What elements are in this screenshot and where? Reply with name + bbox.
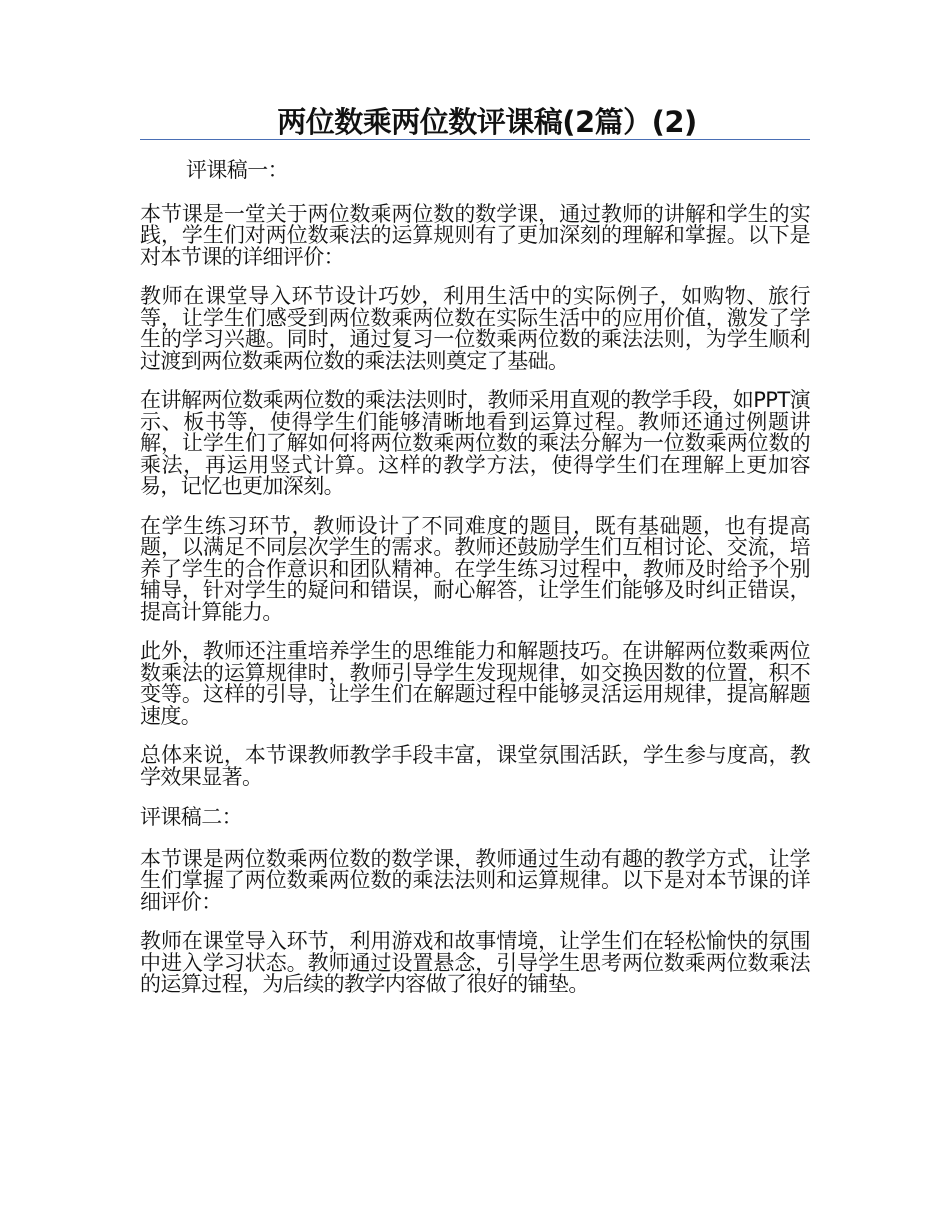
- section-heading-review-two: 评课稿二：: [140, 805, 242, 829]
- page-title: 两位数乘两位数评课稿(2篇）(2): [277, 105, 697, 139]
- paragraph: 此外，教师还注重培养学生的思维能力和解题技巧。在讲解两位数乘两位数乘法的运算规律时，教师引导学生发现规律，如交换因数的位置，积不变等。这样的引导，让学生们在解题过程中能够灵活运用规律，提高解题速度。: [140, 639, 810, 728]
- paragraph: 本节课是一堂关于两位数乘两位数的数学课，通过教师的讲解和学生的实践，学生们对两位数乘法的运算规则有了更加深刻的理解和掌握。以下是对本节课的详细评价：: [140, 201, 810, 269]
- paragraph: 在学生练习环节，教师设计了不同难度的题目，既有基础题，也有提高题，以满足不同层次学生的需求。教师还鼓励学生们互相讨论、交流，培养了学生的合作意识和团队精神。在学生练习过程中，教师及时给予个别辅导，针对学生的疑问和错误，耐心解答，让学生们能够及时纠正错误，提高计算能力。: [140, 513, 810, 624]
- paragraph: 教师在课堂导入环节，利用游戏和故事情境，让学生们在轻松愉快的氛围中进入学习状态。教师通过设置悬念，引导学生思考两位数乘两位数乘法的运算过程，为后续的教学内容做了很好的铺垫。: [140, 929, 810, 996]
- paragraph: 本节课是两位数乘两位数的数学课，教师通过生动有趣的教学方式，让学生们掌握了两位数乘两位数的乘法法则和运算规律。以下是对本节课的详细评价：: [140, 846, 810, 914]
- paragraph: 总体来说，本节课教师教学手段丰富，课堂氛围活跃，学生参与度高，教学效果显著。: [140, 743, 810, 789]
- paragraph: 教师在课堂导入环节设计巧妙，利用生活中的实际例子，如购物、旅行等，让学生们感受到两位数乘两位数在实际生活中的应用价值，激发了学生的学习兴趣。同时，通过复习一位数乘两位数的乘法法则，为学生顺利过渡到两位数乘两位数的乘法法则奠定了基础。: [140, 284, 810, 373]
- title-underline: [140, 139, 810, 140]
- section-heading-review-one: 评课稿一：: [186, 158, 288, 182]
- paragraph: 在讲解两位数乘两位数的乘法法则时，教师采用直观的教学手段，如PPT演示、板书等，使得学生们能够清晰地看到运算过程。教师还通过例题讲解，让学生们了解如何将两位数乘两位数的乘法分解为一位数乘两位数的乘法，再运用竖式计算。这样的教学方法，使得学生们在理解上更加容易，记忆也更加深刻。: [140, 388, 810, 498]
- document-body: [140, 160, 810, 996]
